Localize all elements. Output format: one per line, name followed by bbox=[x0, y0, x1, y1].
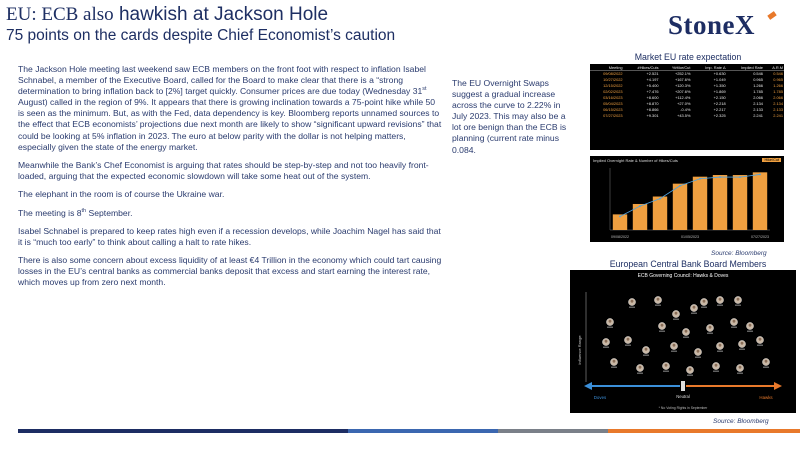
board-member-avatar bbox=[738, 340, 745, 349]
article-body bbox=[18, 64, 442, 296]
table-row bbox=[590, 71, 784, 77]
chart-rate-point bbox=[639, 205, 641, 207]
board-member-avatars bbox=[602, 296, 769, 375]
chart-bar bbox=[673, 184, 687, 230]
table-cell: 02/02/2023 bbox=[603, 89, 623, 95]
stonex-logo bbox=[668, 10, 780, 40]
table-header-cell: A.R.M bbox=[764, 64, 784, 71]
chart-bar bbox=[653, 197, 667, 230]
chart-rate-point bbox=[619, 216, 621, 218]
board-member-avatar bbox=[642, 346, 649, 355]
paragraph-1-text: The Jackson Hole meeting last weekend saw ECB members on the front foot with respect to inflation Isabel Schnabel, a member of the Executive Board, called for the Board to make clear that there is a “strong determination to bring inflation back to [2%] target quickly. Consumer prices are due today (Wednesday 31 bbox=[18, 64, 426, 97]
table-row bbox=[590, 112, 784, 118]
hawks-doves-diagram bbox=[570, 270, 796, 413]
chart-tick-label: 07/27/2023 bbox=[751, 235, 769, 239]
table-cell: +2.150 bbox=[713, 94, 726, 100]
chart-bar bbox=[693, 177, 707, 230]
footer-bar-blue bbox=[348, 429, 498, 433]
figure-1-source: Source: Bloomberg bbox=[711, 250, 767, 257]
table-cell: 1.266 bbox=[773, 83, 783, 89]
chart-bar bbox=[733, 175, 747, 230]
footer-bar-grey bbox=[498, 429, 608, 433]
table-cell: 06/15/2023 bbox=[603, 106, 623, 112]
board-member-avatar bbox=[706, 324, 713, 333]
table-cell: 0.965 bbox=[753, 77, 763, 83]
chart-tick-label: 01/05/2023 bbox=[681, 235, 699, 239]
board-member-avatar bbox=[736, 364, 743, 373]
table-cell: 0.546 bbox=[753, 71, 763, 77]
board-member-avatar bbox=[628, 298, 635, 307]
footer-bar-orange bbox=[608, 429, 800, 433]
paragraph-4-post: September. bbox=[86, 207, 133, 218]
table-row bbox=[590, 106, 784, 112]
paragraph-6: There is also some concern about excess liquidity of at least €4 Trillion in the economy which could tart causing losses in the EU’s central banks as commercial banks deposit that excess and start earning the interest rate, which moves up from zero next month. bbox=[18, 255, 442, 288]
figure-2-caption: European Central Bank Board Members bbox=[609, 259, 767, 269]
board-member-avatar bbox=[756, 336, 763, 345]
board-member-avatar bbox=[670, 342, 677, 351]
table-cell: 1.785 bbox=[773, 89, 783, 95]
chart-rate-point bbox=[679, 185, 681, 187]
table-cell: 2.133 bbox=[753, 106, 763, 112]
logo-text: StoneX bbox=[668, 10, 756, 40]
title-part-2: hawkish at Jackson Hole bbox=[113, 4, 329, 25]
chart-tick-label: 09/08/2022 bbox=[611, 235, 629, 239]
table-cell: 2.134 bbox=[753, 100, 763, 106]
table-row bbox=[590, 83, 784, 89]
paragraph-1-sup: st bbox=[422, 86, 427, 93]
table-cell: +8.600 bbox=[646, 94, 659, 100]
board-member-avatar bbox=[636, 364, 643, 373]
table-cell: 0.965 bbox=[773, 77, 783, 83]
board-member-avatar bbox=[686, 366, 693, 375]
table-cell: +2.325 bbox=[713, 112, 726, 118]
board-member-avatar bbox=[658, 322, 665, 331]
table-cell: +1.869 bbox=[713, 89, 726, 95]
swaps-note: The EU Overnight Swaps suggest a gradual increase across the curve to 2.22% in July 2023. This may also be a lot ore benign than the ECB is planning (current rate minus 0.084. bbox=[452, 78, 567, 155]
board-member-avatar bbox=[672, 310, 679, 319]
table-row bbox=[590, 77, 784, 83]
table-cell: +7.476 bbox=[646, 89, 659, 95]
board-member-avatar bbox=[602, 338, 609, 347]
hawks-doves-panel bbox=[570, 270, 796, 413]
hawks-label: Hawks bbox=[759, 395, 773, 400]
table-cell: -0.4% bbox=[680, 106, 691, 112]
board-member-avatar bbox=[624, 336, 631, 345]
board-member-avatar bbox=[700, 298, 707, 307]
table-cell: 10/27/2022 bbox=[603, 77, 623, 83]
chart-rate-point bbox=[699, 178, 701, 180]
paragraph-2: Meanwhile the Bank’s Chef Economist is arguing that rates should be step-by-step and not too heavily front-loaded, arguing that the expected economic slowdown will take some heat out of the system. bbox=[18, 159, 429, 182]
board-member-avatar bbox=[654, 296, 661, 305]
board-footnote: * No Voting Rights in September bbox=[658, 406, 708, 410]
paragraph-4 bbox=[18, 208, 442, 219]
table-cell: +2.217 bbox=[713, 106, 726, 112]
paragraph-1 bbox=[18, 64, 442, 153]
table-body bbox=[590, 71, 784, 119]
table-cell: 2.133 bbox=[773, 106, 783, 112]
paragraph-5: Isabel Schnabel is prepared to keep rates high even if a recession develops, while Joachim Nagel has said that it is “much too early” to think about calling a halt to rate hikes. bbox=[18, 225, 441, 247]
table-cell: +120.3% bbox=[674, 83, 691, 89]
title-part-1: EU: ECB also bbox=[6, 4, 114, 25]
table-cell: +167.6% bbox=[674, 77, 691, 83]
table-cell: +2.218 bbox=[713, 100, 726, 106]
board-member-avatar bbox=[690, 304, 697, 313]
table-cell: 07/27/2023 bbox=[603, 112, 623, 118]
chart-badge: Hike/Cut bbox=[764, 158, 779, 162]
paragraph-3: The elephant in the room is of course the Ukraine war. bbox=[18, 189, 225, 200]
table-cell: 09/08/2022 bbox=[603, 71, 623, 77]
table-cell: +4.197 bbox=[646, 77, 659, 83]
table-cell: +2.521 bbox=[646, 71, 659, 77]
table-row bbox=[590, 89, 784, 95]
board-member-avatar bbox=[606, 318, 613, 327]
table-cell: +1.350 bbox=[713, 83, 726, 89]
chart-rate-point bbox=[739, 176, 741, 178]
table-cell: 2.066 bbox=[773, 94, 783, 100]
page-title bbox=[6, 4, 328, 25]
chart-rate-point bbox=[759, 174, 761, 176]
table-header-cell: #Hikes/Cuts bbox=[624, 64, 660, 71]
board-member-avatar bbox=[712, 362, 719, 371]
table-cell: 2.241 bbox=[773, 112, 783, 118]
table-cell: 2.066 bbox=[753, 94, 763, 100]
table-header-cell: Implied Rate bbox=[727, 64, 764, 71]
hawk-arrow-icon bbox=[774, 382, 782, 390]
table-header-cell: Meeting bbox=[590, 64, 624, 71]
logo-accent-mark bbox=[767, 11, 776, 20]
chart-rate-point bbox=[719, 176, 721, 178]
table-cell: +8.870 bbox=[646, 100, 659, 106]
chart-bar bbox=[633, 204, 647, 230]
table-cell: +1.049 bbox=[713, 77, 726, 83]
neutral-marker bbox=[681, 381, 685, 391]
paragraph-4-pre: The meeting is 8 bbox=[18, 207, 82, 218]
table-cell: +9.301 bbox=[646, 112, 659, 118]
table-row bbox=[590, 95, 784, 101]
dove-arrow-icon bbox=[584, 382, 592, 390]
table-cell: 0.546 bbox=[773, 71, 783, 77]
chart-bar bbox=[713, 175, 727, 230]
rate-chart bbox=[590, 156, 784, 242]
footer-bar-navy bbox=[18, 429, 348, 433]
table-header-cell: Imp. Rate Δ bbox=[691, 64, 726, 71]
table-cell: 12/15/2022 bbox=[603, 83, 623, 89]
board-panel-title: ECB Governing Council: Hawks & Doves bbox=[637, 273, 729, 279]
influence-axis-label: Influence Range bbox=[577, 335, 582, 365]
neutral-label: Neutral bbox=[676, 394, 690, 399]
rate-expectation-table bbox=[590, 64, 784, 118]
table-cell: 03/16/2023 bbox=[603, 94, 623, 100]
chart-rate-point bbox=[659, 198, 661, 200]
board-member-avatar bbox=[762, 358, 769, 367]
rate-expectation-chart-panel bbox=[590, 156, 784, 242]
chart-title: Implied Overnight Rate & Number of Hikes/Cuts bbox=[593, 158, 678, 163]
table-cell: 1.266 bbox=[753, 83, 763, 89]
table-cell: 2.241 bbox=[753, 112, 763, 118]
paragraph-4-sup: th bbox=[81, 207, 87, 214]
table-cell: +8.866 bbox=[646, 106, 659, 112]
table-cell: +112.4% bbox=[675, 94, 691, 100]
board-member-avatar bbox=[746, 322, 753, 331]
table-cell: +0.630 bbox=[713, 71, 726, 77]
board-member-avatar bbox=[662, 362, 669, 371]
table-row bbox=[590, 100, 784, 106]
table-cell: 2.134 bbox=[773, 100, 783, 106]
chart-bar bbox=[753, 172, 767, 230]
rate-expectation-table-panel bbox=[590, 64, 784, 150]
figure-2-source: Source: Bloomberg bbox=[713, 418, 769, 425]
table-cell: +207.6% bbox=[674, 89, 691, 95]
table-cell: +43.5% bbox=[677, 112, 691, 118]
table-cell: 05/04/2023 bbox=[603, 100, 623, 106]
doves-label: Doves bbox=[593, 395, 607, 400]
table-cell: +27.0% bbox=[677, 100, 691, 106]
table-cell: 1.785 bbox=[753, 89, 763, 95]
board-member-avatar bbox=[694, 348, 701, 357]
table-cell: +252.1% bbox=[674, 71, 691, 77]
board-member-avatar bbox=[734, 296, 741, 305]
board-member-avatar bbox=[716, 342, 723, 351]
figure-1-caption: Market EU rate expectation bbox=[634, 52, 742, 62]
paragraph-1-rest: August) called in the region of 9%. It appears that there is growing inclination towards a 75-point hike while 50 is seen as the minimum. But, as with the Fed, data dependency is key. Bloomberg reports unnamed sources to the effect that ECB economists’ projections due next month are likely to show “significant upward revisions” that could be looking at 5% inflation in 2023. The euro at below parity with the dollar is not helping matters, especially given the state of the energy market. bbox=[18, 97, 442, 152]
board-member-avatar bbox=[716, 296, 723, 305]
board-member-avatar bbox=[730, 318, 737, 327]
table-header-cell: %Hike/Cut bbox=[660, 64, 692, 71]
table-cell: +5.400 bbox=[646, 83, 659, 89]
board-member-avatar bbox=[610, 358, 617, 367]
board-member-avatar bbox=[682, 328, 689, 337]
page-subtitle: 75 points on the cards despite Chief Economist’s caution bbox=[6, 27, 396, 44]
